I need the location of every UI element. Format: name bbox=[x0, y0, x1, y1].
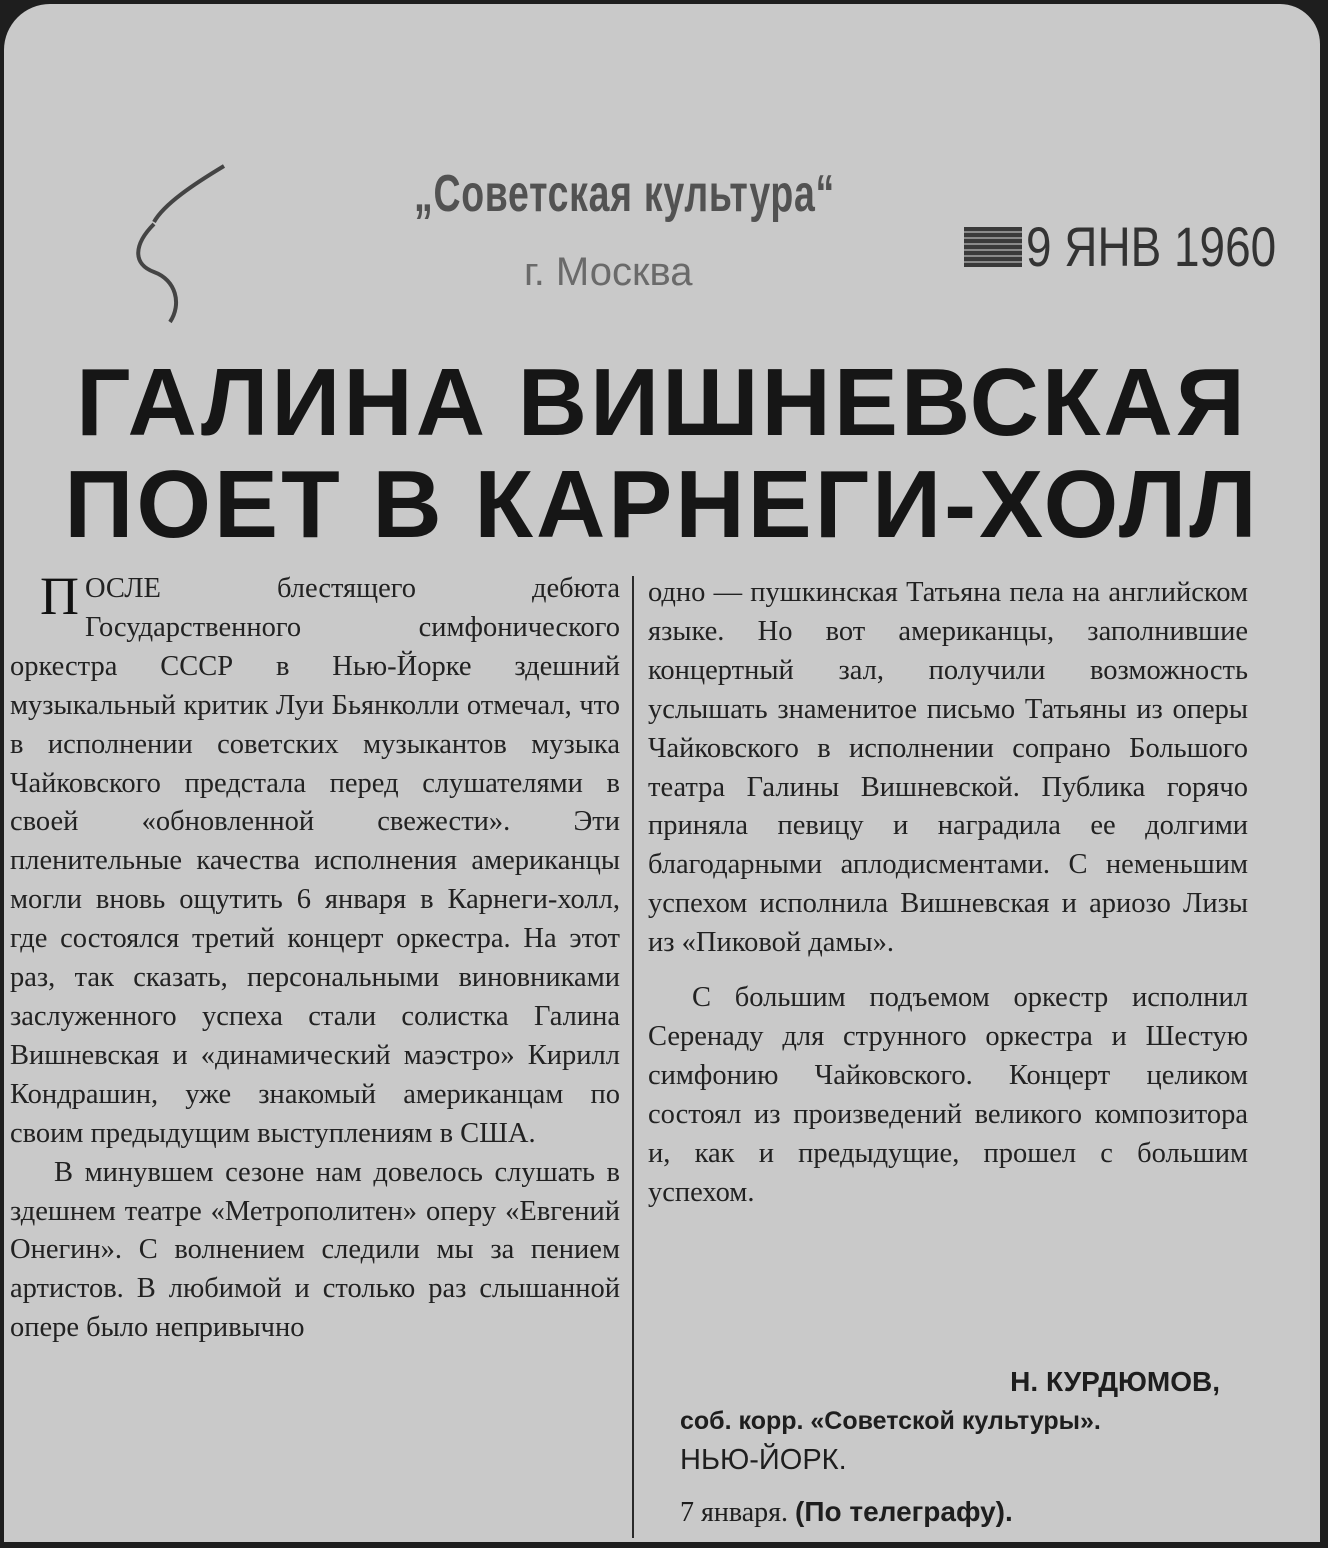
article-paragraph-2: В минувшем сезоне нам довелось слушать в здешнем театре «Метрополитен» оперу «Евгений Онегин». С волнением следили мы за пением артистов. В любимой и столько раз слышанной опере было непривычно bbox=[10, 1156, 620, 1344]
dateline-city: НЬЮ-ЙОРК. bbox=[680, 1444, 847, 1476]
article-paragraph-1 bbox=[10, 566, 620, 1154]
headline-line-1: ГАЛИНА ВИШНЕВСКАЯ bbox=[76, 349, 1248, 456]
headline bbox=[4, 349, 1320, 558]
column-divider bbox=[632, 576, 634, 1538]
article-column-left bbox=[10, 566, 620, 1348]
dateline-date: 7 января. bbox=[680, 1497, 789, 1528]
paragraph-1-text: ОСЛЕ блестящего дебюта Государственного симфонического оркестра СССР в Нью-Йорке здешний музыкальный критик Луи Бьянколли отмечал, что в исполнении советских музыкантов музыка Чайковского предстала перед слушателями в своей «обновленной свежести». Эти пленительные качества исполнения американцы могли вновь ощутить 6 января в Карнеги-холл, где состоялся третий концерт оркестра. На этот раз, так сказать, персональными виновниками заслуженного успеха стали солистка Галина Вишневская и «динамический маэстро» Кирилл Кондрашин, уже знакомый американцам по своим предыдущим выступлениям в США. bbox=[10, 573, 620, 1149]
article-column-right bbox=[648, 574, 1248, 1213]
stamp-bar-icon bbox=[964, 227, 1022, 267]
dropcap: П bbox=[40, 566, 79, 626]
date-stamp bbox=[964, 214, 1320, 279]
newspaper-clipping bbox=[4, 4, 1320, 1542]
dateline-source: (По телеграфу). bbox=[795, 1496, 1013, 1527]
author-name: Н. КУРДЮМОВ, bbox=[1010, 1366, 1220, 1397]
article-paragraph-4: С большим подъемом оркестр исполнил Серенаду для струнного оркестра и Шестую симфонию Чайковского. Концерт целиком состоял из произведений великого композитора и, как и предыдущие, прошел с большим успехом. bbox=[648, 982, 1248, 1208]
headline-line-2: ПОЕТ В КАРНЕГИ-ХОЛЛ bbox=[64, 451, 1260, 558]
city-stamp: г. Москва bbox=[524, 250, 693, 294]
article-paragraph-3: одно — пушкинская Татьяна пела на английском языке. Но вот американцы, заполнившие концертный зал, получили возможность услышать знаменитое письмо Татьяны из оперы Чайковского в исполнении сопрано Большого театра Галины Вишневской. Публика горячо приняла певицу и наградила ее долгими благодарными аплодисментами. С неменьшим успехом исполнила Вишневская и ариозо Лизы из «Пиковой дамы». bbox=[648, 577, 1248, 959]
dateline bbox=[680, 1492, 1240, 1533]
newspaper-name-stamp: „Советская культура“ bbox=[414, 165, 835, 223]
author-role: соб. корр. «Советской культуры». bbox=[680, 1407, 1101, 1435]
date-stamp-text: 9 ЯНВ 1960 bbox=[1026, 215, 1277, 278]
pencil-mark-icon bbox=[124, 154, 244, 334]
byline bbox=[680, 1362, 1240, 1533]
